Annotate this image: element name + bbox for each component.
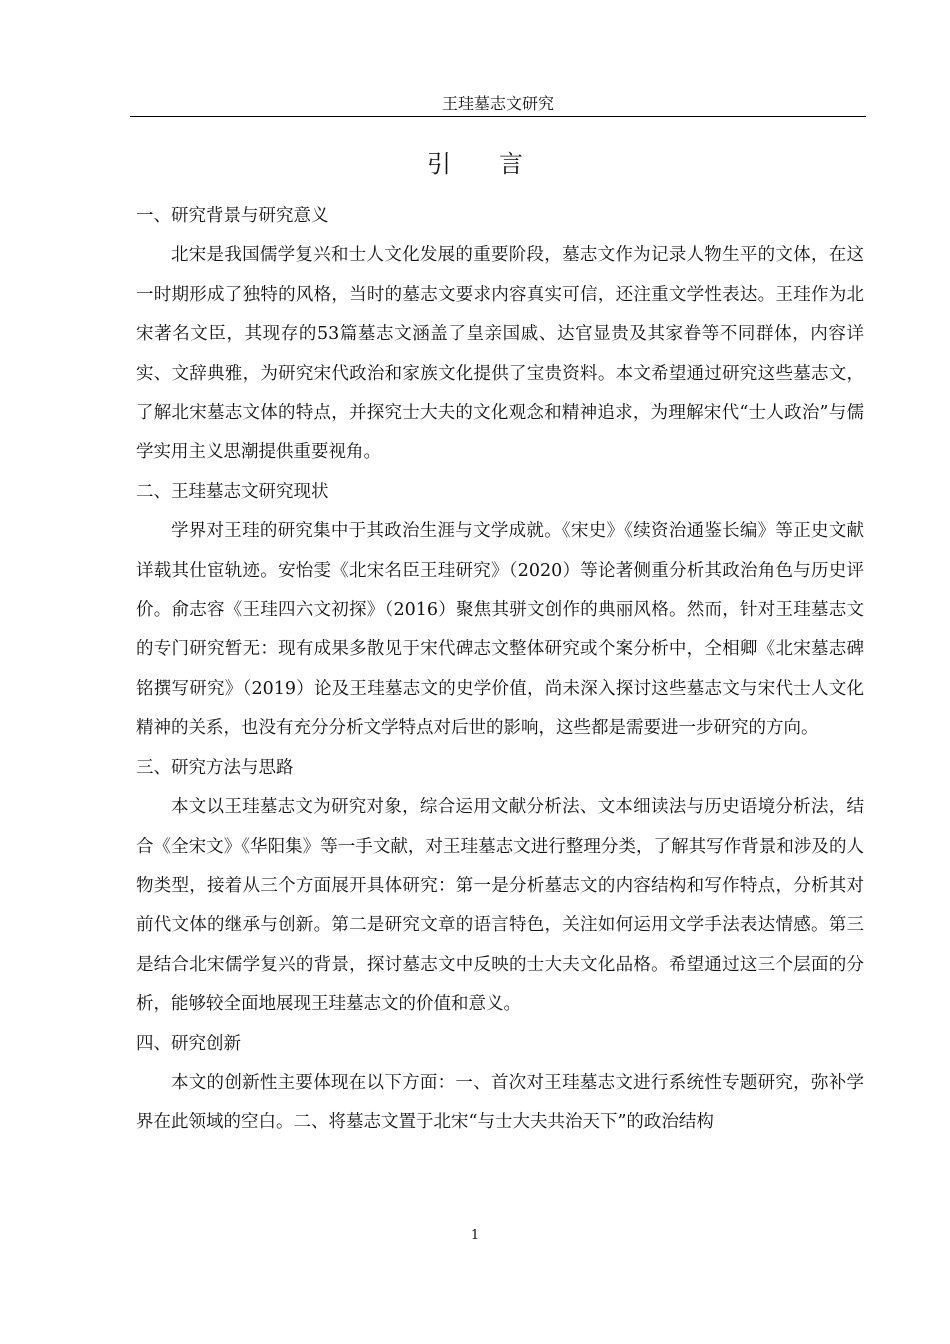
- section-heading: 二、王珪墓志文研究现状: [136, 481, 329, 502]
- section-heading: 一、研究背景与研究意义: [136, 206, 329, 226]
- chapter-title: 引言: [427, 150, 571, 178]
- section-paragraph: 学界对王珪的研究集中于其政治生涯与文学成就。《宋史》《续资治通鉴长编》等正史文献详载其仕宦轨迹。安怡雯《北宋名臣王珪研究》（2020）等论著侧重分析其政治角色与历史评价。俞志容《王珪四六文初探》（2016）聚焦其骈文创作的典丽风格。然而，针对王珪墓志文的专门研究暂无：现有成果多散见于宋代碑志文整体研究或个案分析中，仝相卿《北宋墓志碑铭撰写研究》（2019）论及王珪墓志文的史学价值，尚未深入探讨这些墓志文与宋代士人文化精神的关系，也没有充分分析文学特点对后世的影响，这些都是需要进一步研究的方向。: [136, 521, 864, 739]
- running-header: 王珪墓志文研究: [130, 92, 866, 117]
- section-paragraph: 本文以王珪墓志文为研究对象，综合运用文献分析法、文本细读法与历史语境分析法，结合《全宋文》《华阳集》等一手文献，对王珪墓志文进行整理分类，了解其写作背景和涉及的人物类型，接着从三个方面展开具体研究：第一是分析墓志文的内容结构和写作特点，分析其对前代文体的继承与创新。第二是研究文章的语言特色，关注如何运用文学手法表达情感。第三是结合北宋儒学复兴的背景，探讨墓志文中反映的士大夫文化品格。希望通过这三个层面的分析，能够较全面地展现王珪墓志文的价值和意义。: [136, 797, 864, 1015]
- section-paragraph: 本文的创新性主要体现在以下方面：一、首次对王珪墓志文进行系统性专题研究，弥补学界在此领域的空白。二、将墓志文置于北宋“与士大夫共治天下”的政治结构: [136, 1072, 864, 1133]
- section-heading: 四、研究创新: [136, 1033, 241, 1054]
- body-text: [136, 197, 864, 1143]
- section-research-status: [136, 473, 864, 749]
- section-methods: [136, 749, 864, 1025]
- section-paragraph: 北宋是我国儒学复兴和士人文化发展的重要阶段，墓志文作为记录人物生平的文体，在这一时期形成了独特的风格，当时的墓志文要求内容真实可信，还注重文学性表达。王珪作为北宋著名文臣，其现存的53篇墓志文涵盖了皇亲国戚、达官显贵及其家眷等不同群体，内容详实、文辞典雅，为研究宋代政治和家族文化提供了宝贵资料。本文希望通过研究这些墓志文，了解北宋墓志文体的特点，并探究士大夫的文化观念和精神追求，为理解宋代“士人政治”与儒学实用主义思潮提供重要视角。: [136, 245, 864, 463]
- section-innovation: [136, 1025, 864, 1143]
- page-number: 1: [470, 1228, 480, 1243]
- section-heading: 三、研究方法与思路: [136, 757, 294, 778]
- section-background: [136, 197, 864, 473]
